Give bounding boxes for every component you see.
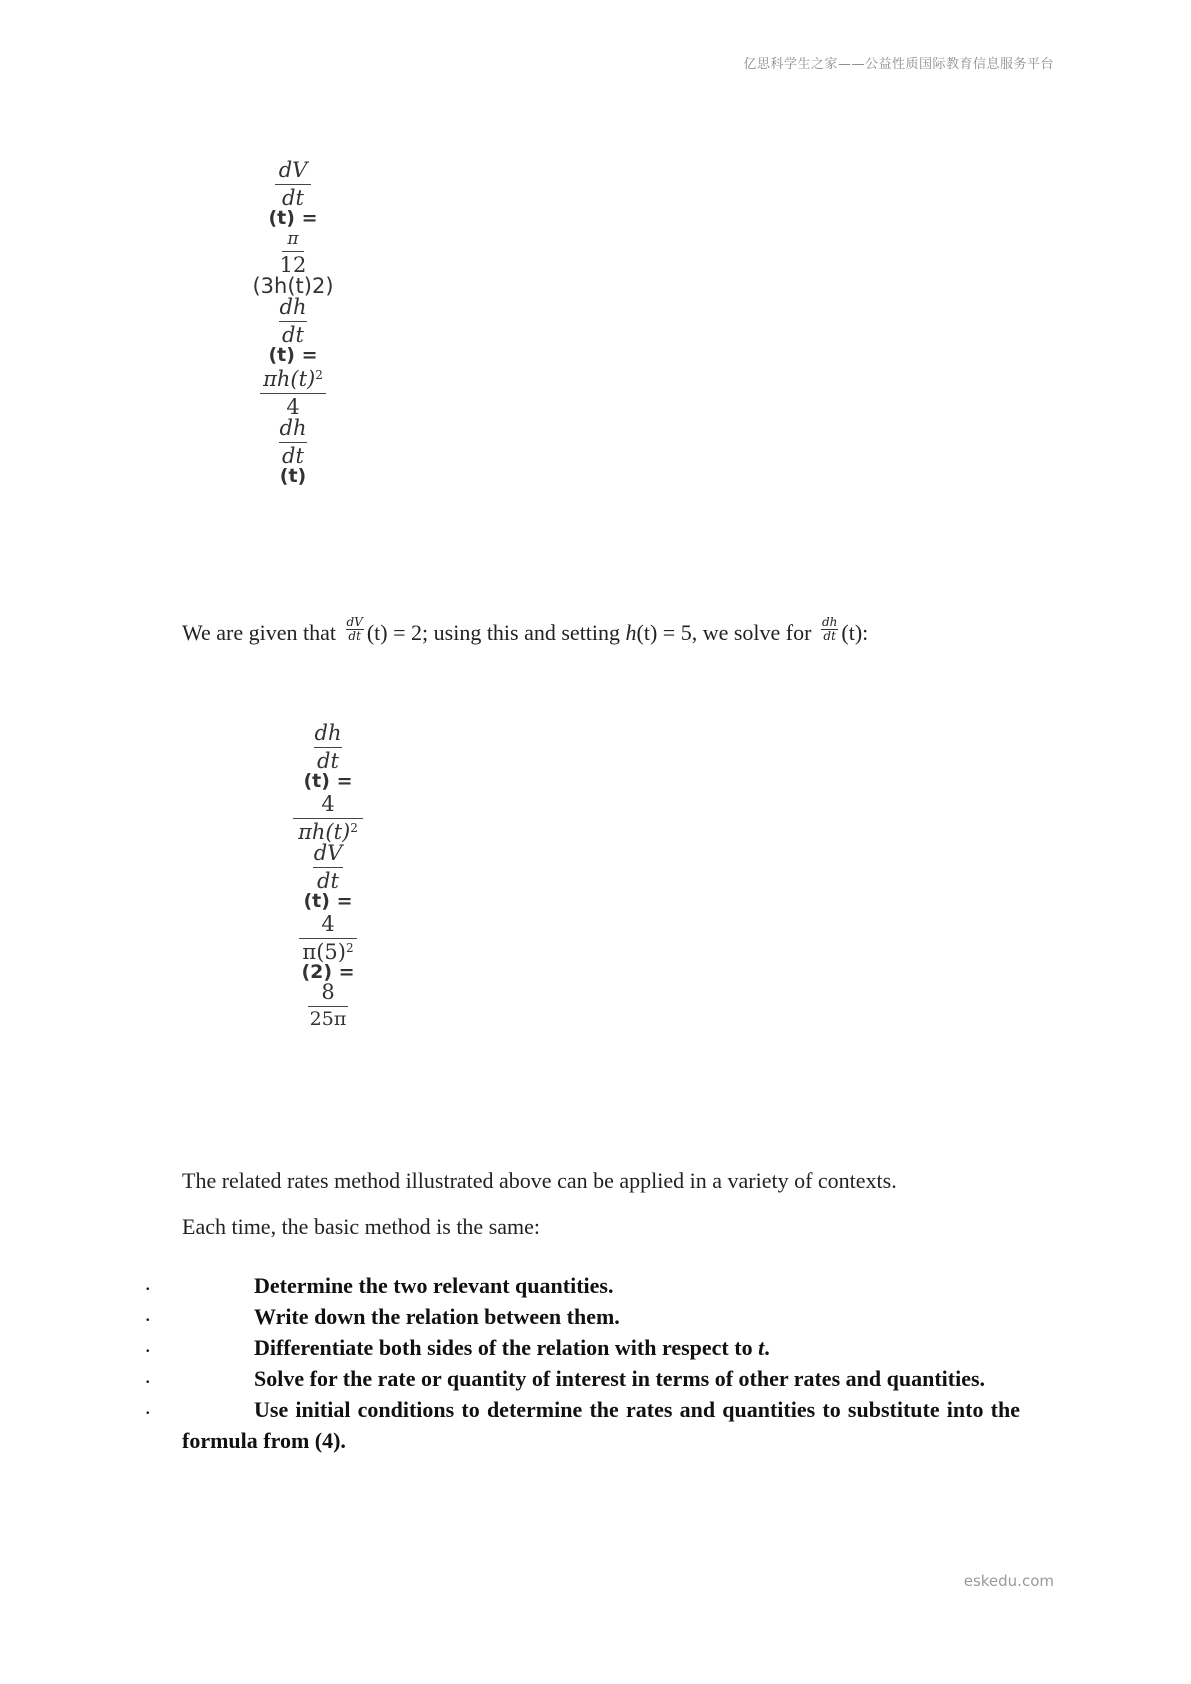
step-text	[0, 1332, 1020, 1363]
list-item	[0, 1332, 1191, 1363]
dh-dt-fraction	[821, 616, 838, 643]
eq1-f5-num: dh	[279, 416, 307, 440]
fraction-bar	[279, 442, 307, 443]
eq2-f5-den: 25π	[309, 1008, 347, 1030]
h-variable: h	[625, 620, 637, 645]
eq2-f2-sup: 2	[350, 821, 358, 835]
intro-line-1: The related rates method illustrated above can be applied in a variety of contexts.	[182, 1168, 897, 1193]
intro-line-2: Each time, the basic method is the same:	[182, 1214, 541, 1239]
page-header: 亿思科学生之家——公益性质国际教育信息服务平台	[743, 57, 1054, 72]
given-text-4: (t):	[841, 620, 869, 645]
fraction-bar	[282, 251, 304, 252]
eq2-f4-sup: 2	[345, 941, 354, 955]
given-sentence	[182, 616, 868, 646]
eq1-f3-num: dh	[279, 295, 307, 319]
frac-num: dh	[821, 615, 838, 629]
bullet: .	[145, 1301, 151, 1326]
fraction-bar	[313, 867, 343, 868]
step-text: Determine the two relevant quantities.	[254, 1273, 614, 1298]
dv-dt-fraction	[346, 616, 364, 643]
step-text: Use initial conditions to determine the rates and quantities to substitute into the formula from (4).	[182, 1397, 1020, 1453]
eq1-f2-num: π	[287, 229, 299, 249]
eq1-f2-tail: (3h(t)2)	[252, 274, 334, 298]
fraction-bar	[279, 321, 307, 322]
eq1-f3-den: dt	[282, 323, 304, 347]
list-item	[0, 1270, 1191, 1301]
eq1-f1-num: dV	[278, 158, 308, 182]
eq2-f4-tail: (2) =	[301, 961, 355, 983]
eq1-f5-den: dt	[282, 444, 304, 468]
list-item	[0, 1363, 1191, 1394]
equation-block-1	[252, 158, 334, 487]
bullet: .	[145, 1363, 151, 1388]
eq1-f4-den: 4	[286, 395, 300, 419]
t-variable: t	[758, 1335, 765, 1360]
eq2-f1-num: dh	[314, 721, 342, 745]
eq1-f5-tail: (t)	[279, 465, 307, 487]
eq2-f5-num: 8	[321, 980, 335, 1004]
fraction-bar	[308, 1006, 348, 1007]
bullet: .	[145, 1332, 151, 1357]
steps-list	[0, 1270, 1191, 1456]
eq2-f2-den: πh(t)	[298, 820, 351, 844]
eq1-f3-tail: (t) =	[268, 344, 318, 366]
step-text: Solve for the rate or quantity of interest in terms of other rates and quantities.	[254, 1366, 986, 1391]
fraction-bar	[293, 818, 363, 819]
fraction-bar	[314, 747, 342, 748]
eq1-f4-num: πh(t)	[263, 367, 316, 391]
fraction-bar	[299, 938, 357, 939]
given-text-1: We are given that	[182, 620, 336, 645]
step-text-pre: Differentiate both sides of the relation with respect to	[254, 1335, 753, 1360]
eq2-f4-den: π(5)	[302, 940, 346, 964]
list-item	[0, 1301, 1191, 1332]
page-footer: eskedu.com	[963, 1572, 1054, 1590]
fraction-bar	[260, 393, 326, 394]
given-text-3: (t) = 5, we solve for	[636, 620, 812, 645]
frac-den: dt	[348, 629, 361, 644]
eq2-f3-tail: (t) =	[303, 890, 353, 912]
step-text: Write down the relation between them.	[254, 1304, 620, 1329]
eq2-f2-num: 4	[321, 792, 335, 816]
eq2-f1-tail: (t) =	[303, 770, 353, 792]
bullet: .	[145, 1270, 151, 1295]
eq2-f3-num: dV	[313, 841, 343, 865]
given-text-2: (t) = 2; using this and setting	[366, 620, 621, 645]
step-text-post: .	[764, 1335, 770, 1360]
eq2-f3-den: dt	[317, 869, 339, 893]
eq2-f1-den: dt	[317, 749, 339, 773]
frac-den: dt	[823, 629, 836, 644]
eq2-f4-num: 4	[321, 912, 335, 936]
fraction-bar	[275, 184, 311, 185]
eq1-f4-sup: 2	[315, 368, 323, 382]
bullet: .	[145, 1394, 151, 1419]
eq1-f1-den: dt	[282, 186, 304, 210]
frac-num: dV	[346, 615, 363, 629]
equation-block-2	[290, 723, 366, 1029]
eq1-f2-den: 12	[279, 253, 307, 277]
list-item	[0, 1394, 1191, 1456]
eq1-f1-tail: (t) =	[268, 207, 318, 229]
